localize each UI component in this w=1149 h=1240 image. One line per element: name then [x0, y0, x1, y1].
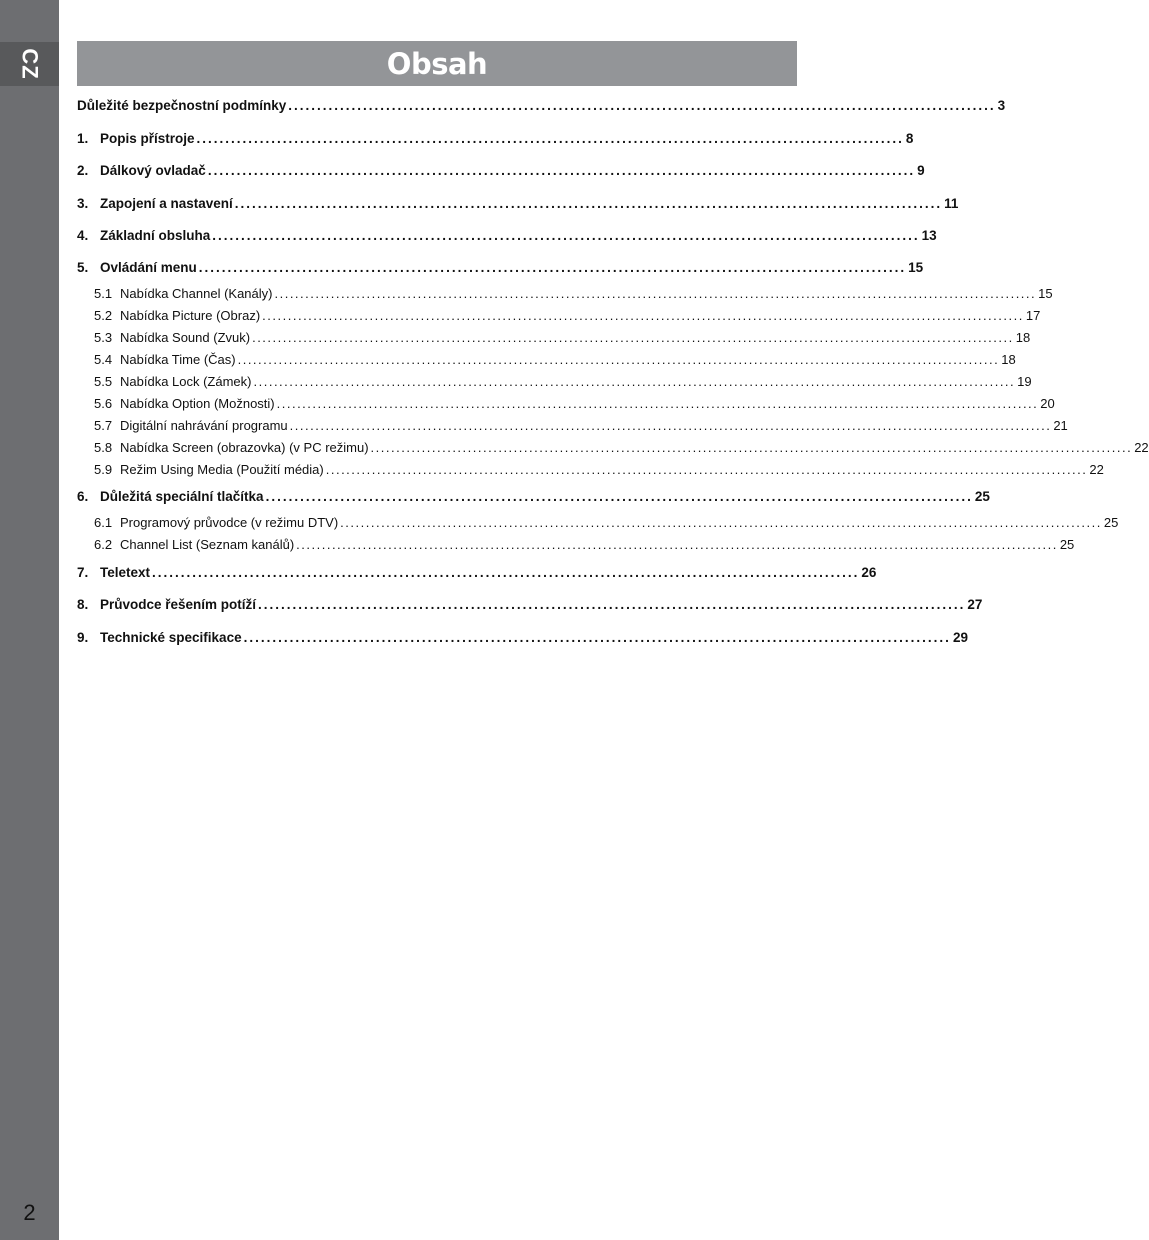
toc-entry-safety[interactable]: [77, 96, 1006, 116]
toc-page: 25: [1103, 515, 1119, 530]
toc-number: 1.: [77, 131, 89, 146]
toc-entry-9[interactable]: [77, 628, 968, 648]
toc-leader: ...........................................................................................................................: [212, 228, 920, 243]
toc-page: 18: [1015, 330, 1031, 345]
toc-leader: ...........................................................................................................................: [196, 131, 904, 146]
toc-leader: ...........................................................................................................................: [288, 98, 996, 113]
toc-page: 18: [1001, 352, 1016, 367]
toc-leader: .....................................................................................................................................................: [370, 440, 1133, 455]
toc-leader: .....................................................................................................................................................: [262, 308, 1024, 323]
toc-label: Průvodce řešením potíží: [100, 597, 257, 612]
toc-number: 5.: [77, 260, 89, 275]
toc-page: 22: [1134, 440, 1149, 455]
toc-label: Digitální nahrávání programu: [120, 418, 288, 433]
title-bar: [77, 41, 797, 86]
toc-label: Nabídka Screen (obrazovka) (v PC režimu): [120, 440, 369, 455]
toc-entry-6-2[interactable]: [77, 535, 1075, 555]
toc-entry-5-8[interactable]: [77, 438, 1149, 458]
toc-page: 8: [905, 131, 914, 146]
toc-label: Nabídka Picture (Obraz): [120, 308, 261, 323]
toc-leader: .....................................................................................................................................................: [340, 515, 1102, 530]
toc-label: Nabídka Channel (Kanály): [120, 286, 273, 301]
toc-entry-6[interactable]: [77, 487, 990, 507]
toc-label: Technické specifikace: [100, 630, 242, 645]
toc-entry-5-9[interactable]: [77, 460, 1104, 480]
toc-entry-4[interactable]: [77, 226, 937, 246]
toc-label: Důležitá speciální tlačítka: [100, 489, 264, 504]
toc-page: 17: [1025, 308, 1041, 323]
toc-entry-5-4[interactable]: [77, 350, 1016, 370]
toc-entry-6-1[interactable]: [77, 513, 1119, 533]
toc-label: Ovládání menu: [100, 260, 197, 275]
toc-leader: ...........................................................................................................................: [258, 597, 966, 612]
toc-label: Popis přístroje: [100, 131, 195, 146]
toc-label: Nabídka Time (Čas): [120, 352, 236, 367]
toc-page: 11: [944, 196, 959, 211]
toc-page: 3: [997, 98, 1006, 113]
toc-label: Nabídka Lock (Zámek): [120, 374, 252, 389]
toc-number: 2.: [77, 163, 89, 178]
toc-leader: ...........................................................................................................................: [152, 565, 860, 580]
toc-entry-5-6[interactable]: [77, 394, 1055, 414]
toc-leader: ...........................................................................................................................: [198, 260, 907, 275]
toc-page: 20: [1040, 396, 1055, 411]
toc-number: 3.: [77, 196, 89, 211]
toc-number: 5.8: [94, 440, 113, 455]
toc-leader: .....................................................................................................................................................: [325, 462, 1088, 477]
toc-page: 19: [1017, 374, 1032, 389]
toc-leader: .....................................................................................................................................................: [253, 374, 1016, 389]
toc-number: 5.3: [94, 330, 113, 345]
toc-number: 5.2: [94, 308, 113, 323]
toc-leader: ...........................................................................................................................: [207, 163, 916, 178]
toc-number: 6.2: [94, 537, 113, 552]
toc-label: Základní obsluha: [100, 228, 211, 243]
toc-number: 7.: [77, 565, 89, 580]
toc-label: Zapojení a nastavení: [100, 196, 233, 211]
toc-leader: .....................................................................................................................................................: [274, 286, 1037, 301]
toc-number: 5.4: [94, 352, 113, 367]
toc-entry-1[interactable]: [77, 129, 914, 149]
toc-number: 5.1: [94, 286, 113, 301]
toc-number: 5.5: [94, 374, 113, 389]
toc-number: 9.: [77, 630, 89, 645]
toc-entry-5-5[interactable]: [77, 372, 1032, 392]
toc-entry-5-7[interactable]: [77, 416, 1068, 436]
toc-page: 25: [974, 489, 990, 504]
language-tab: [0, 42, 59, 86]
toc-label: Dálkový ovladač: [100, 163, 206, 178]
language-label: CZ: [17, 48, 43, 80]
toc-number: 5.9: [94, 462, 113, 477]
toc-entry-2[interactable]: [77, 161, 925, 181]
toc-leader: .....................................................................................................................................................: [296, 537, 1058, 552]
toc-label: Režim Using Media (Použití média): [120, 462, 324, 477]
toc-leader: .....................................................................................................................................................: [237, 352, 1000, 367]
toc-page: 9: [917, 163, 925, 178]
toc-leader: ...........................................................................................................................: [265, 489, 973, 504]
toc-number: 4.: [77, 228, 89, 243]
toc-page: 21: [1053, 418, 1068, 433]
toc-page: 15: [908, 260, 924, 275]
toc-label: Nabídka Sound (Zvuk): [120, 330, 251, 345]
toc-page: 26: [861, 565, 877, 580]
toc-page: 22: [1089, 462, 1104, 477]
toc-number: 5.6: [94, 396, 113, 411]
toc-page: 29: [952, 630, 968, 645]
toc-label: Důležité bezpečnostní podmínky: [77, 98, 287, 113]
toc-entry-5[interactable]: [77, 258, 924, 278]
toc-leader: .....................................................................................................................................................: [252, 330, 1014, 345]
toc-number: 5.7: [94, 418, 113, 433]
page-title: Obsah: [386, 46, 488, 81]
toc-leader: ...........................................................................................................................: [234, 196, 943, 211]
toc-label: Nabídka Option (Možnosti): [120, 396, 275, 411]
side-bar: [0, 0, 59, 1240]
toc-entry-5-3[interactable]: [77, 328, 1031, 348]
toc-leader: .....................................................................................................................................................: [276, 396, 1039, 411]
toc-entry-5-2[interactable]: [77, 306, 1041, 326]
toc-entry-5-1[interactable]: [77, 284, 1053, 304]
toc-number: 8.: [77, 597, 89, 612]
toc-label: Teletext: [100, 565, 151, 580]
toc-page: 13: [921, 228, 937, 243]
toc-number: 6.: [77, 489, 89, 504]
page-number: 2: [23, 1200, 36, 1225]
toc-entry-3[interactable]: [77, 194, 959, 214]
toc-entry-8[interactable]: [77, 595, 983, 615]
toc-leader: ...........................................................................................................................: [243, 630, 951, 645]
toc-page: 25: [1059, 537, 1075, 552]
toc-label: Programový průvodce (v režimu DTV): [120, 515, 339, 530]
toc-page: 27: [967, 597, 983, 612]
toc-number: 6.1: [94, 515, 113, 530]
toc-leader: .....................................................................................................................................................: [289, 418, 1052, 433]
toc-label: Channel List (Seznam kanálů): [120, 537, 295, 552]
toc-page: 15: [1038, 286, 1053, 301]
toc-entry-7[interactable]: [77, 563, 877, 583]
